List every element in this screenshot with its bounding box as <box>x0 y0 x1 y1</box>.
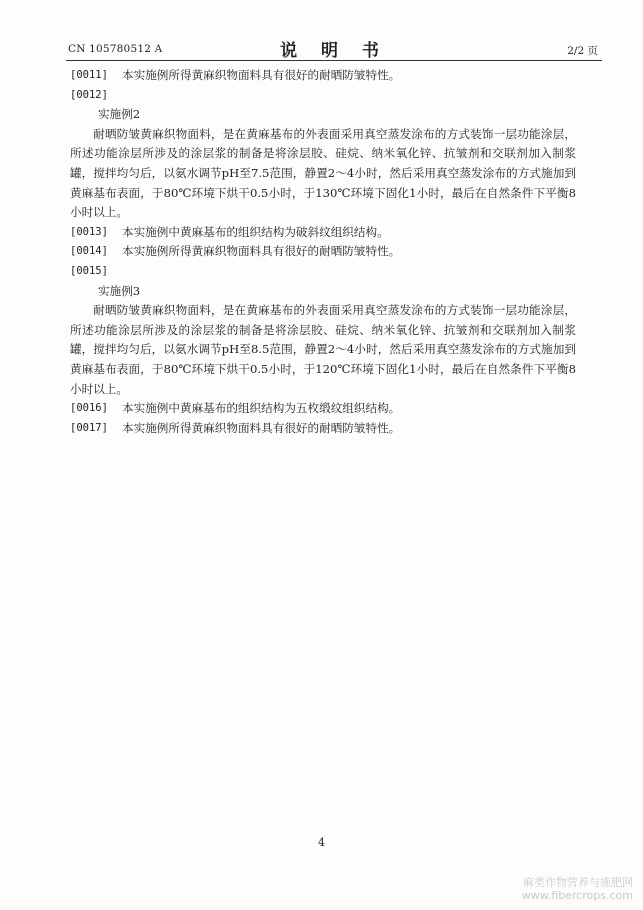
paragraph-0012 <box>70 86 576 106</box>
document-title: 说 明 书 <box>280 41 388 61</box>
example-heading-3: 实施例3 <box>98 283 141 298</box>
paragraph-text: 本实施例所得黄麻织物面料具有很好的耐晒防皱特性。 <box>122 420 401 435</box>
watermark-url: www.fibercrops.com <box>521 889 633 902</box>
example-2-body: 耐晒防皱黄麻织物面料，是在黄麻基布的外表面采用真空蒸发涂布的方式装饰一层功能涂层，所述功能涂层所涉及的涂层浆的制备是将涂层胶、硅烷、纳米氧化锌、抗皱剂和交联剂加入制浆罐，搅拌均匀后，以氨水调节pH至7.5范围，静置2～4小时，然后采用真空蒸发涂布的方式施加到黄麻基布表面，于80℃环境下烘干0.5小时，于130℃环境下固化1小时，最后在自然条件下平衡8小时以上。 <box>70 126 576 220</box>
example-heading-2: 实施例2 <box>98 107 141 122</box>
example-3-body: 耐晒防皱黄麻织物面料，是在黄麻基布的外表面采用真空蒸发涂布的方式装饰一层功能涂层，所述功能涂层所涉及的涂层浆的制备是将涂层胶、硅烷、纳米氧化锌、抗皱剂和交联剂加入制浆罐，搅拌均匀后，以氨水调节pH至8.5范围，静置2～4小时，然后采用真空蒸发涂布的方式施加到黄麻基布表面，于80℃环境下烘干0.5小时，于120℃环境下固化1小时，最后在自然条件下平衡8小时以上。 <box>70 303 576 396</box>
paragraph-text: 本实施例中黄麻基布的组织结构为五枚缎纹组织结构。 <box>122 401 401 416</box>
paragraph-0013 <box>70 223 576 243</box>
paragraph-number: [0013] <box>70 225 108 238</box>
site-watermark <box>522 876 633 902</box>
document-header <box>66 36 602 61</box>
paragraph-0016 <box>70 399 576 419</box>
paragraph-number: [0017] <box>70 421 108 434</box>
paragraph-number: [0015] <box>70 264 108 277</box>
paragraph-text: 本实施例所得黄麻织物面料具有很好的耐晒防皱特性。 <box>122 244 401 259</box>
page-indicator: 2/2 页 <box>567 45 598 57</box>
paragraph-number: [0016] <box>70 402 108 415</box>
paragraph-number: [0012] <box>70 88 108 101</box>
paragraph-0014 <box>70 242 576 262</box>
watermark-site-name: 麻类作物营养与施肥网 <box>523 876 633 889</box>
document-body <box>70 66 576 438</box>
paragraph-0015 <box>70 262 576 282</box>
paragraph-text: 本实施例中黄麻基布的组织结构为破斜纹组织结构。 <box>122 224 389 239</box>
paragraph-text: 本实施例所得黄麻织物面料具有很好的耐晒防皱特性。 <box>122 68 401 82</box>
paragraph-number: [0014] <box>70 245 108 258</box>
page-number: 4 <box>318 836 325 849</box>
publication-number: CN 105780512 A <box>68 43 163 55</box>
paragraph-0011 <box>70 66 576 86</box>
paragraph-0017 <box>70 419 576 439</box>
paragraph-number: [0011] <box>70 69 108 81</box>
